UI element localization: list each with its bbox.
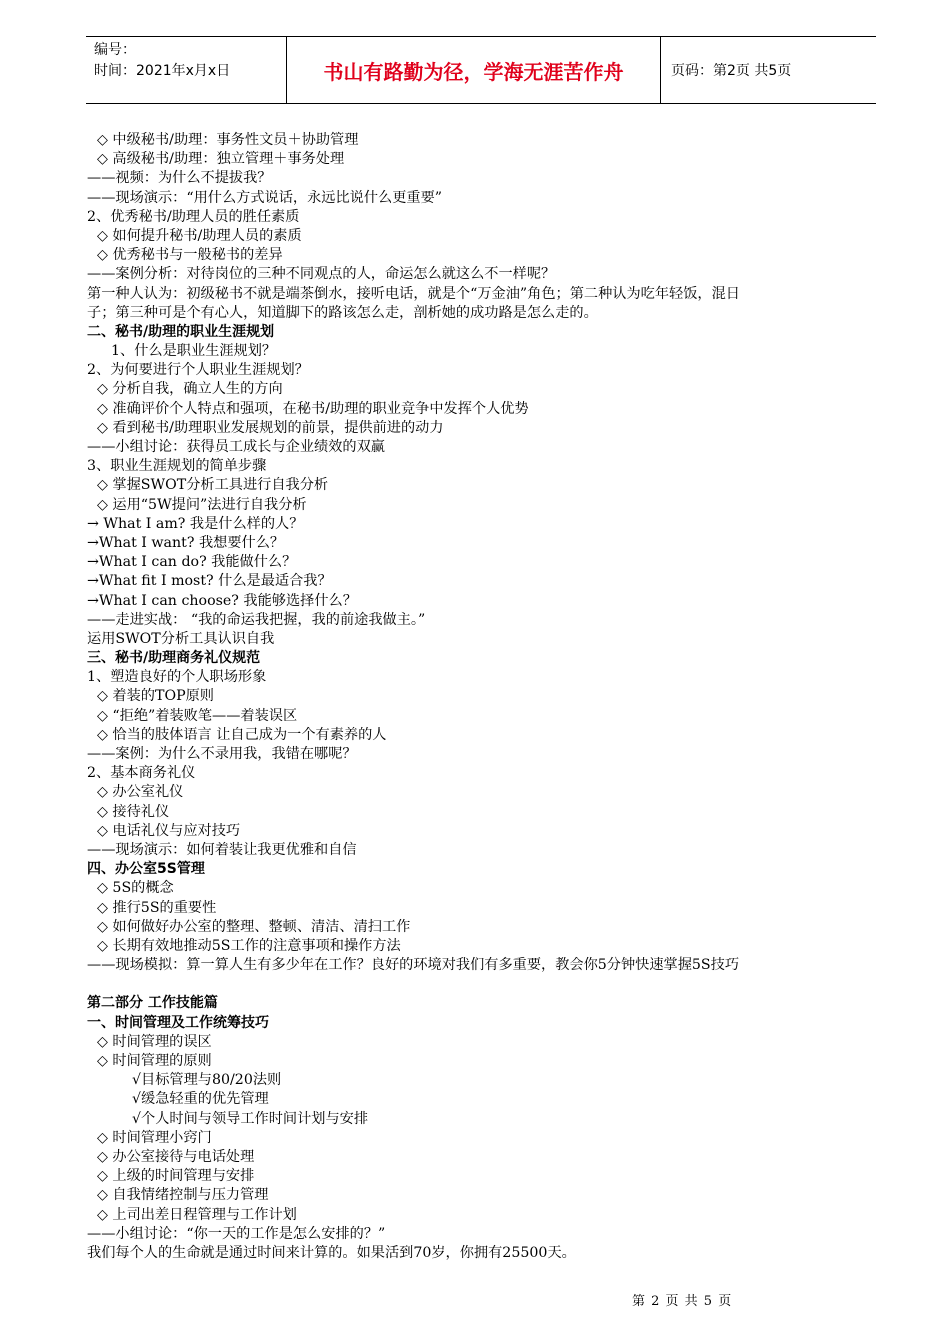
text-line: 我们每个人的生命就是通过时间来计算的。如果活到70岁，你拥有25500天。: [87, 1244, 576, 1261]
section-heading: 第二部分 工作技能篇: [87, 995, 218, 1012]
text-line: 3、职业生涯规划的简单步骤: [87, 458, 267, 475]
text-line: √个人时间与领导工作时间计划与安排: [132, 1110, 369, 1127]
text-line: ◇ 办公室礼仪: [97, 784, 184, 801]
text-line: 第一种人认为：初级秘书不就是端茶倒水，接听电话，就是个“万金油”角色；第二种认为吃年轻饭，混日: [87, 285, 740, 302]
text-line: 运用SWOT分析工具认识自我: [87, 630, 275, 647]
text-line: →What I can do? 我能做什么？: [87, 554, 297, 571]
text-line: ◇ 分析自我，确立人生的方向: [97, 381, 283, 398]
header-meta: [86, 37, 287, 103]
text-line: 2、优秀秘书/助理人员的胜任素质: [87, 208, 300, 225]
text-line: ◇ 电话礼仪与应对技巧: [97, 822, 241, 839]
section-heading: 三、秘书/助理商务礼仪规范: [87, 650, 261, 667]
text-line: ——现场演示：“用什么方式说话，永远比说什么更重要”: [87, 189, 443, 206]
header-time-label: 时间：2021年x月x日: [94, 63, 231, 79]
section-heading: 一、时间管理及工作统筹技巧: [87, 1014, 269, 1031]
header-number-label: 编号：: [94, 42, 136, 58]
text-line: ◇ 高级秘书/助理：独立管理＋事务处理: [97, 151, 345, 168]
text-line: ◇ 恰当的肢体语言 让自己成为一个有素养的人: [97, 726, 387, 743]
document-body: [87, 131, 887, 1263]
text-line: ◇ 上司出差日程管理与工作计划: [97, 1206, 297, 1223]
page-header: [86, 36, 876, 104]
text-line: ——小组讨论：“你一天的工作是怎么安排的？”: [87, 1225, 386, 1242]
text-line: ◇ 运用“5W提问”法进行自我分析: [97, 496, 307, 513]
text-line: ◇ 中级秘书/助理：事务性文员＋协助管理: [97, 132, 359, 148]
text-line: ◇ 时间管理小窍门: [97, 1129, 212, 1146]
text-line: 子；第三种可是个有心人，知道脚下的路该怎么走，剖析她的成功路是怎么走的。: [87, 304, 598, 321]
section-heading: 二、秘书/助理的职业生涯规划: [87, 323, 275, 340]
text-line: ◇ 办公室接待与电话处理: [97, 1148, 255, 1165]
text-line: ——视频：为什么不提拔我？: [87, 170, 272, 187]
text-line: 2、为何要进行个人职业生涯规划？: [87, 362, 309, 379]
text-line: ◇ 掌握SWOT分析工具进行自我分析: [97, 477, 329, 494]
text-line: 1、塑造良好的个人职场形象: [87, 669, 267, 686]
text-line: 1、什么是职业生涯规划？: [111, 343, 277, 360]
text-line: →What I can choose? 我能够选择什么？: [87, 592, 357, 609]
text-line: ◇ 5S的概念: [97, 880, 174, 897]
text-line: ◇ 看到秘书/助理职业发展规划的前景，提供前进的动力: [97, 419, 444, 436]
text-line: ◇ 上级的时间管理与安排: [97, 1168, 255, 1185]
text-line: √目标管理与80/20法则: [132, 1072, 282, 1089]
text-line: ◇ 时间管理的原则: [97, 1053, 212, 1069]
text-line: →What I want? 我想要什么？: [87, 534, 285, 551]
text-line: ◇ 时间管理的误区: [97, 1033, 212, 1050]
text-line: ——现场模拟：算一算人生有多少年在工作？良好的环境对我们有多重要，教会你5分钟快速掌握5S技巧: [87, 957, 740, 974]
text-line: ◇ “拒绝”着装败笔——着装误区: [97, 707, 298, 724]
header-page-info: 页码：第2页 共5页: [671, 63, 792, 79]
text-line: ——走进实战： “我的命运我把握，我的前途我做主。”: [87, 611, 426, 628]
text-line: ◇ 自我情绪控制与压力管理: [97, 1187, 269, 1204]
text-line: ◇ 接待礼仪: [97, 803, 170, 820]
text-line: ——案例：为什么不录用我，我错在哪呢？: [87, 746, 357, 762]
text-line: ◇ 推行5S的重要性: [97, 899, 217, 916]
blank-line: [87, 975, 887, 994]
text-line: ◇ 准确评价个人特点和强项，在秘书/助理的职业竞争中发挥个人优势: [97, 400, 529, 417]
text-line: ——小组讨论：获得员工成长与企业绩效的双赢: [87, 439, 385, 455]
text-line: √缓急轻重的优先管理: [132, 1091, 269, 1108]
section-heading: 四、办公室5S管理: [87, 861, 205, 878]
text-line: → What I am? 我是什么样的人？: [87, 515, 304, 532]
text-line: ◇ 如何做好办公室的整理、整顿、清洁、清扫工作: [97, 918, 411, 935]
text-line: 2、基本商务礼仪: [87, 765, 196, 782]
text-line: ——现场演示：如何着装让我更优雅和自信: [87, 841, 357, 858]
page-footer: 第 2 页 共 5 页: [632, 1294, 733, 1309]
text-line: ◇ 如何提升秘书/助理人员的素质: [97, 227, 302, 244]
text-line: →What fit I most? 什么是最适合我？: [87, 573, 332, 590]
text-line: ◇ 长期有效地推动5S工作的注意事项和操作方法: [97, 937, 401, 954]
text-line: ◇ 着装的TOP原则: [97, 688, 214, 705]
text-line: ◇ 优秀秘书与一般秘书的差异: [97, 247, 283, 264]
text-line: ——案例分析：对待岗位的三种不同观点的人，命运怎么就这么不一样呢？: [87, 266, 556, 283]
header-motto: 书山有路勤为径，学海无涯苦作舟: [287, 37, 661, 103]
